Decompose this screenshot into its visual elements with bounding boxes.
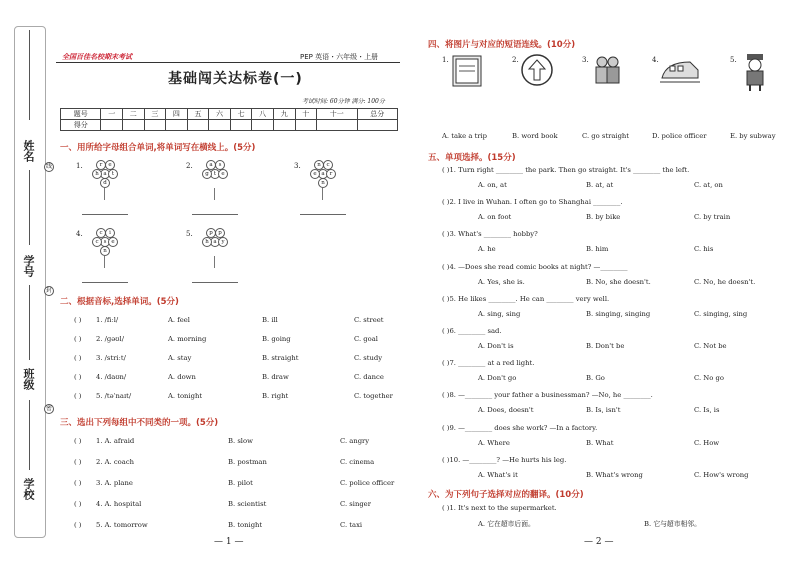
mc-question: ( )2. I live in Wuhan. I often go to Shanghai ________. xyxy=(442,198,623,207)
option-a: 1. A. afraid xyxy=(96,437,135,445)
train-picture xyxy=(660,52,700,92)
answer-paren[interactable]: ( ) xyxy=(74,521,82,529)
section-5-heading: 五、单项选择。(15分) xyxy=(428,153,516,163)
binding-strip xyxy=(0,0,52,564)
answer-paren[interactable]: ( ) xyxy=(74,373,82,381)
option-b: B. scientist xyxy=(228,500,267,508)
mc-question: ( )10. —________? —He hurts his leg. xyxy=(442,455,567,464)
option-c[interactable]: C. his xyxy=(694,245,714,254)
word-puzzle-3 xyxy=(294,160,354,220)
flower-stem xyxy=(104,256,105,268)
series-name: 全国百佳名校期末考试 xyxy=(62,52,132,61)
option-b[interactable]: B. What xyxy=(586,438,614,447)
section-1-heading: 一、用所给字母组合单词,将单词写在横线上。(5分) xyxy=(60,143,256,153)
letter-bubble: h xyxy=(202,237,212,247)
option-c: C. study xyxy=(354,354,383,362)
flower-stem xyxy=(214,256,215,268)
police-officer-picture xyxy=(738,52,772,96)
letter-bubble: r xyxy=(96,160,106,170)
phrase-option[interactable]: B. word book xyxy=(512,132,558,140)
letter-bubble: d xyxy=(100,178,110,188)
section-6-heading: 六、为下列句子选择对应的翻译。(10分) xyxy=(428,490,584,500)
letter-bubble: n xyxy=(100,246,110,256)
exam-info: 考试时间: 60分钟 满分: 100分 xyxy=(302,98,385,105)
answer-paren[interactable]: ( ) xyxy=(74,392,82,400)
answer-line[interactable] xyxy=(192,282,238,283)
option-a[interactable]: A. Yes, she is. xyxy=(478,277,525,286)
answer-paren[interactable]: ( ) xyxy=(74,335,82,343)
option-b: B. pilot xyxy=(228,479,253,487)
option-c: C. police officer xyxy=(340,479,395,487)
answer-line[interactable] xyxy=(82,282,128,283)
letter-bubble: c xyxy=(96,228,106,238)
option-c[interactable]: C. How's wrong xyxy=(694,470,749,479)
letter-bubble: e xyxy=(108,237,118,247)
option-c: C. angry xyxy=(340,437,370,445)
mc-question: ( )7. ________ at a red light. xyxy=(442,359,535,368)
option-b: B. tonight xyxy=(228,521,263,529)
letter-bubble: p xyxy=(215,228,225,238)
letter-bubble: s xyxy=(100,237,110,247)
letter-bubble: y xyxy=(218,237,228,247)
answer-line[interactable] xyxy=(192,214,238,215)
option-a[interactable]: A. Don't go xyxy=(478,374,517,383)
class-line xyxy=(29,285,30,360)
option-a: A. tonight xyxy=(168,392,203,400)
letter-bubble: c xyxy=(323,160,333,170)
option-a: 3. A. plane xyxy=(96,479,133,487)
name-line xyxy=(29,30,30,120)
answer-line[interactable] xyxy=(300,214,346,215)
page-2 xyxy=(414,0,794,564)
letter-bubble: e xyxy=(105,160,115,170)
letter-bubble: a xyxy=(100,169,110,179)
page-number-2: — 2 — xyxy=(584,537,614,547)
id-line xyxy=(29,170,30,245)
option-c[interactable]: C. by train xyxy=(694,213,731,222)
phonetic-question: 5. /təˈnaɪt/ xyxy=(96,392,132,400)
puzzle-number: 2. xyxy=(186,162,193,170)
option-b: B. going xyxy=(262,335,291,343)
puzzle-number: 5. xyxy=(186,230,193,238)
option-c[interactable]: C. No go xyxy=(694,374,724,383)
option-a[interactable]: A. he xyxy=(478,245,496,254)
student-id-label: 学号 xyxy=(22,255,35,277)
phonetic-question: 1. /fiːl/ xyxy=(96,316,119,324)
letter-bubble: t xyxy=(210,169,220,179)
phrase-option[interactable]: D. police officer xyxy=(652,132,707,140)
letter-bubble: a xyxy=(318,169,328,179)
option-c[interactable]: C. No, he doesn't. xyxy=(694,277,756,286)
option-b[interactable]: B. at, at xyxy=(586,181,614,189)
option-b[interactable]: B. him xyxy=(586,245,609,254)
option-b: B. right xyxy=(262,392,289,400)
letter-bubble: h xyxy=(92,169,102,179)
flower-stem xyxy=(104,188,105,200)
option-a[interactable]: A. sing, sing xyxy=(478,309,521,318)
option-a[interactable]: A. Where xyxy=(478,438,510,447)
letter-bubble: e xyxy=(310,169,320,179)
option-a: 4. A. hospital xyxy=(96,500,142,508)
mc-question: ( )4. —Does she read comic books at night? —________ xyxy=(442,262,628,271)
letter-bubble: s xyxy=(215,160,225,170)
mc-question: ( )6. ________ sad. xyxy=(442,327,502,335)
binding-frame xyxy=(14,26,46,538)
option-b[interactable]: B. by bike xyxy=(586,213,621,222)
option-c: C. dance xyxy=(354,373,384,381)
mc-question: ( )3. What's ________ hobby? xyxy=(442,230,538,239)
score-table-score-row: 得分 xyxy=(61,120,398,131)
answer-paren[interactable]: ( ) xyxy=(74,479,82,487)
answer-paren[interactable]: ( ) xyxy=(74,354,82,362)
picture-number: 5. xyxy=(730,56,737,64)
mc-question: ( )9. —________ does she work? —In a factory. xyxy=(442,423,598,432)
letter-bubble: a xyxy=(206,160,216,170)
answer-paren[interactable]: ( ) xyxy=(74,458,82,466)
flower-stem xyxy=(322,188,323,200)
score-table-header: 题号 一 二 三 四 五 六 七 八 九 十 十一 总分 xyxy=(61,109,398,120)
word-puzzle-2 xyxy=(186,160,246,220)
option-a[interactable]: A. Does, doesn't xyxy=(478,406,534,415)
exam-title: 基础闯关达标卷(一) xyxy=(168,71,303,87)
letter-bubble: n xyxy=(314,160,324,170)
section-2-heading: 二、根据音标,选择单词。(5分) xyxy=(60,297,179,307)
go-straight-picture xyxy=(520,52,554,92)
page-1 xyxy=(56,0,404,564)
section-3-heading: 三、选出下列每组中不同类的一项。(5分) xyxy=(60,418,219,428)
mc-question: ( )1. Turn right ________ the park. Then go straight. It's ________ the left. xyxy=(442,166,690,174)
option-a[interactable]: A. on foot xyxy=(478,213,512,222)
option-c: C. goal xyxy=(354,335,378,343)
translation-question: ( )1. It's next to the supermarket. xyxy=(442,504,557,512)
option-b: B. slow xyxy=(228,437,253,445)
option-b[interactable]: B. What's wrong xyxy=(586,470,643,479)
option-a: A. feel xyxy=(168,316,190,324)
letter-bubble: e xyxy=(218,169,228,179)
option-a[interactable]: A. What's it xyxy=(478,470,518,479)
name-label: 姓名 xyxy=(22,140,35,162)
puzzle-number: 4. xyxy=(76,230,83,238)
phonetic-question: 3. /striːt/ xyxy=(96,354,126,362)
page-number-1: — 1 — xyxy=(214,537,244,547)
option-b[interactable]: B. 它与超市相邻。 xyxy=(644,520,701,528)
option-a: 5. A. tomorrow xyxy=(96,521,148,529)
word-puzzle-1 xyxy=(76,160,136,220)
header-rule xyxy=(56,62,400,63)
seal-mark-seal: 封 xyxy=(45,287,52,294)
word-book-picture xyxy=(450,52,484,92)
phonetic-question: 4. /daʊn/ xyxy=(96,373,127,381)
seal-mark-secret: 密 xyxy=(45,405,52,412)
section-4-heading: 四、将图片与对应的短语连线。(10分) xyxy=(428,40,576,50)
option-b: B. straight xyxy=(262,354,299,362)
option-c[interactable]: C. Is, is xyxy=(694,406,720,415)
option-b: B. draw xyxy=(262,373,289,381)
letter-bubble: t xyxy=(108,169,118,179)
phonetic-question: 2. /ɡəʊl/ xyxy=(96,335,124,343)
flower-stem xyxy=(214,188,215,200)
picture-number: 3. xyxy=(582,56,589,64)
school-label: 学校 xyxy=(22,478,35,500)
phrase-option[interactable]: E. by subway xyxy=(730,132,776,140)
option-a[interactable]: A. 它在超市后面。 xyxy=(478,520,535,528)
school-line xyxy=(29,400,30,470)
option-b[interactable]: B. Is, isn't xyxy=(586,406,621,415)
option-a: A. stay xyxy=(168,354,192,362)
option-a: A. morning xyxy=(168,335,207,343)
puzzle-number: 1. xyxy=(76,162,83,170)
answer-paren[interactable]: ( ) xyxy=(74,437,82,445)
option-c[interactable]: C. Not be xyxy=(694,342,727,350)
phrase-option[interactable]: C. go straight xyxy=(582,132,630,140)
letter-bubble: p xyxy=(206,228,216,238)
picture-number: 4. xyxy=(652,56,659,64)
mc-question: ( )5. He likes ________. He can ________ very well. xyxy=(442,294,610,303)
option-a[interactable]: A. on, at xyxy=(478,181,507,189)
option-c[interactable]: C. at, on xyxy=(694,181,723,189)
children-picture xyxy=(590,52,624,92)
answer-line[interactable] xyxy=(82,214,128,215)
option-c[interactable]: C. How xyxy=(694,438,720,447)
option-c: C. singer xyxy=(340,500,371,508)
word-puzzle-5 xyxy=(186,228,246,288)
answer-paren[interactable]: ( ) xyxy=(74,500,82,508)
option-b: B. ill xyxy=(262,316,278,324)
letter-bubble: g xyxy=(202,169,212,179)
option-c: C. cinema xyxy=(340,458,375,466)
option-b[interactable]: B. Don't be xyxy=(586,342,625,350)
letter-bubble: i xyxy=(105,228,115,238)
letter-bubble: r xyxy=(326,169,336,179)
class-label: 班级 xyxy=(22,368,35,390)
phrase-option[interactable]: A. take a trip xyxy=(442,132,488,140)
option-b[interactable]: B. No, she doesn't. xyxy=(586,277,651,286)
letter-bubble: a xyxy=(210,237,220,247)
score-table xyxy=(60,108,398,131)
option-a: A. down xyxy=(168,373,196,381)
option-c[interactable]: C. singing, sing xyxy=(694,309,748,318)
word-puzzle-4 xyxy=(76,228,136,288)
picture-number: 1. xyxy=(442,56,449,64)
edition: PEP 英语・六年级・上册 xyxy=(300,53,379,61)
option-b[interactable]: B. Go xyxy=(586,374,605,383)
letter-bubble: n xyxy=(318,178,328,188)
option-a[interactable]: A. Don't is xyxy=(478,342,514,350)
puzzle-number: 3. xyxy=(294,162,301,170)
option-b: B. postman xyxy=(228,458,267,466)
picture-number: 2. xyxy=(512,56,519,64)
option-b[interactable]: B. singing, singing xyxy=(586,309,651,318)
letter-bubble: c xyxy=(92,237,102,247)
option-c: C. together xyxy=(354,392,393,400)
mc-question: ( )8. —________ your father a businessman? —No, he ________. xyxy=(442,391,653,400)
option-c: C. taxi xyxy=(340,521,363,529)
seal-mark-line: 线 xyxy=(45,163,52,170)
option-a: 2. A. coach xyxy=(96,458,135,466)
answer-paren[interactable]: ( ) xyxy=(74,316,82,324)
option-c: C. street xyxy=(354,316,384,324)
